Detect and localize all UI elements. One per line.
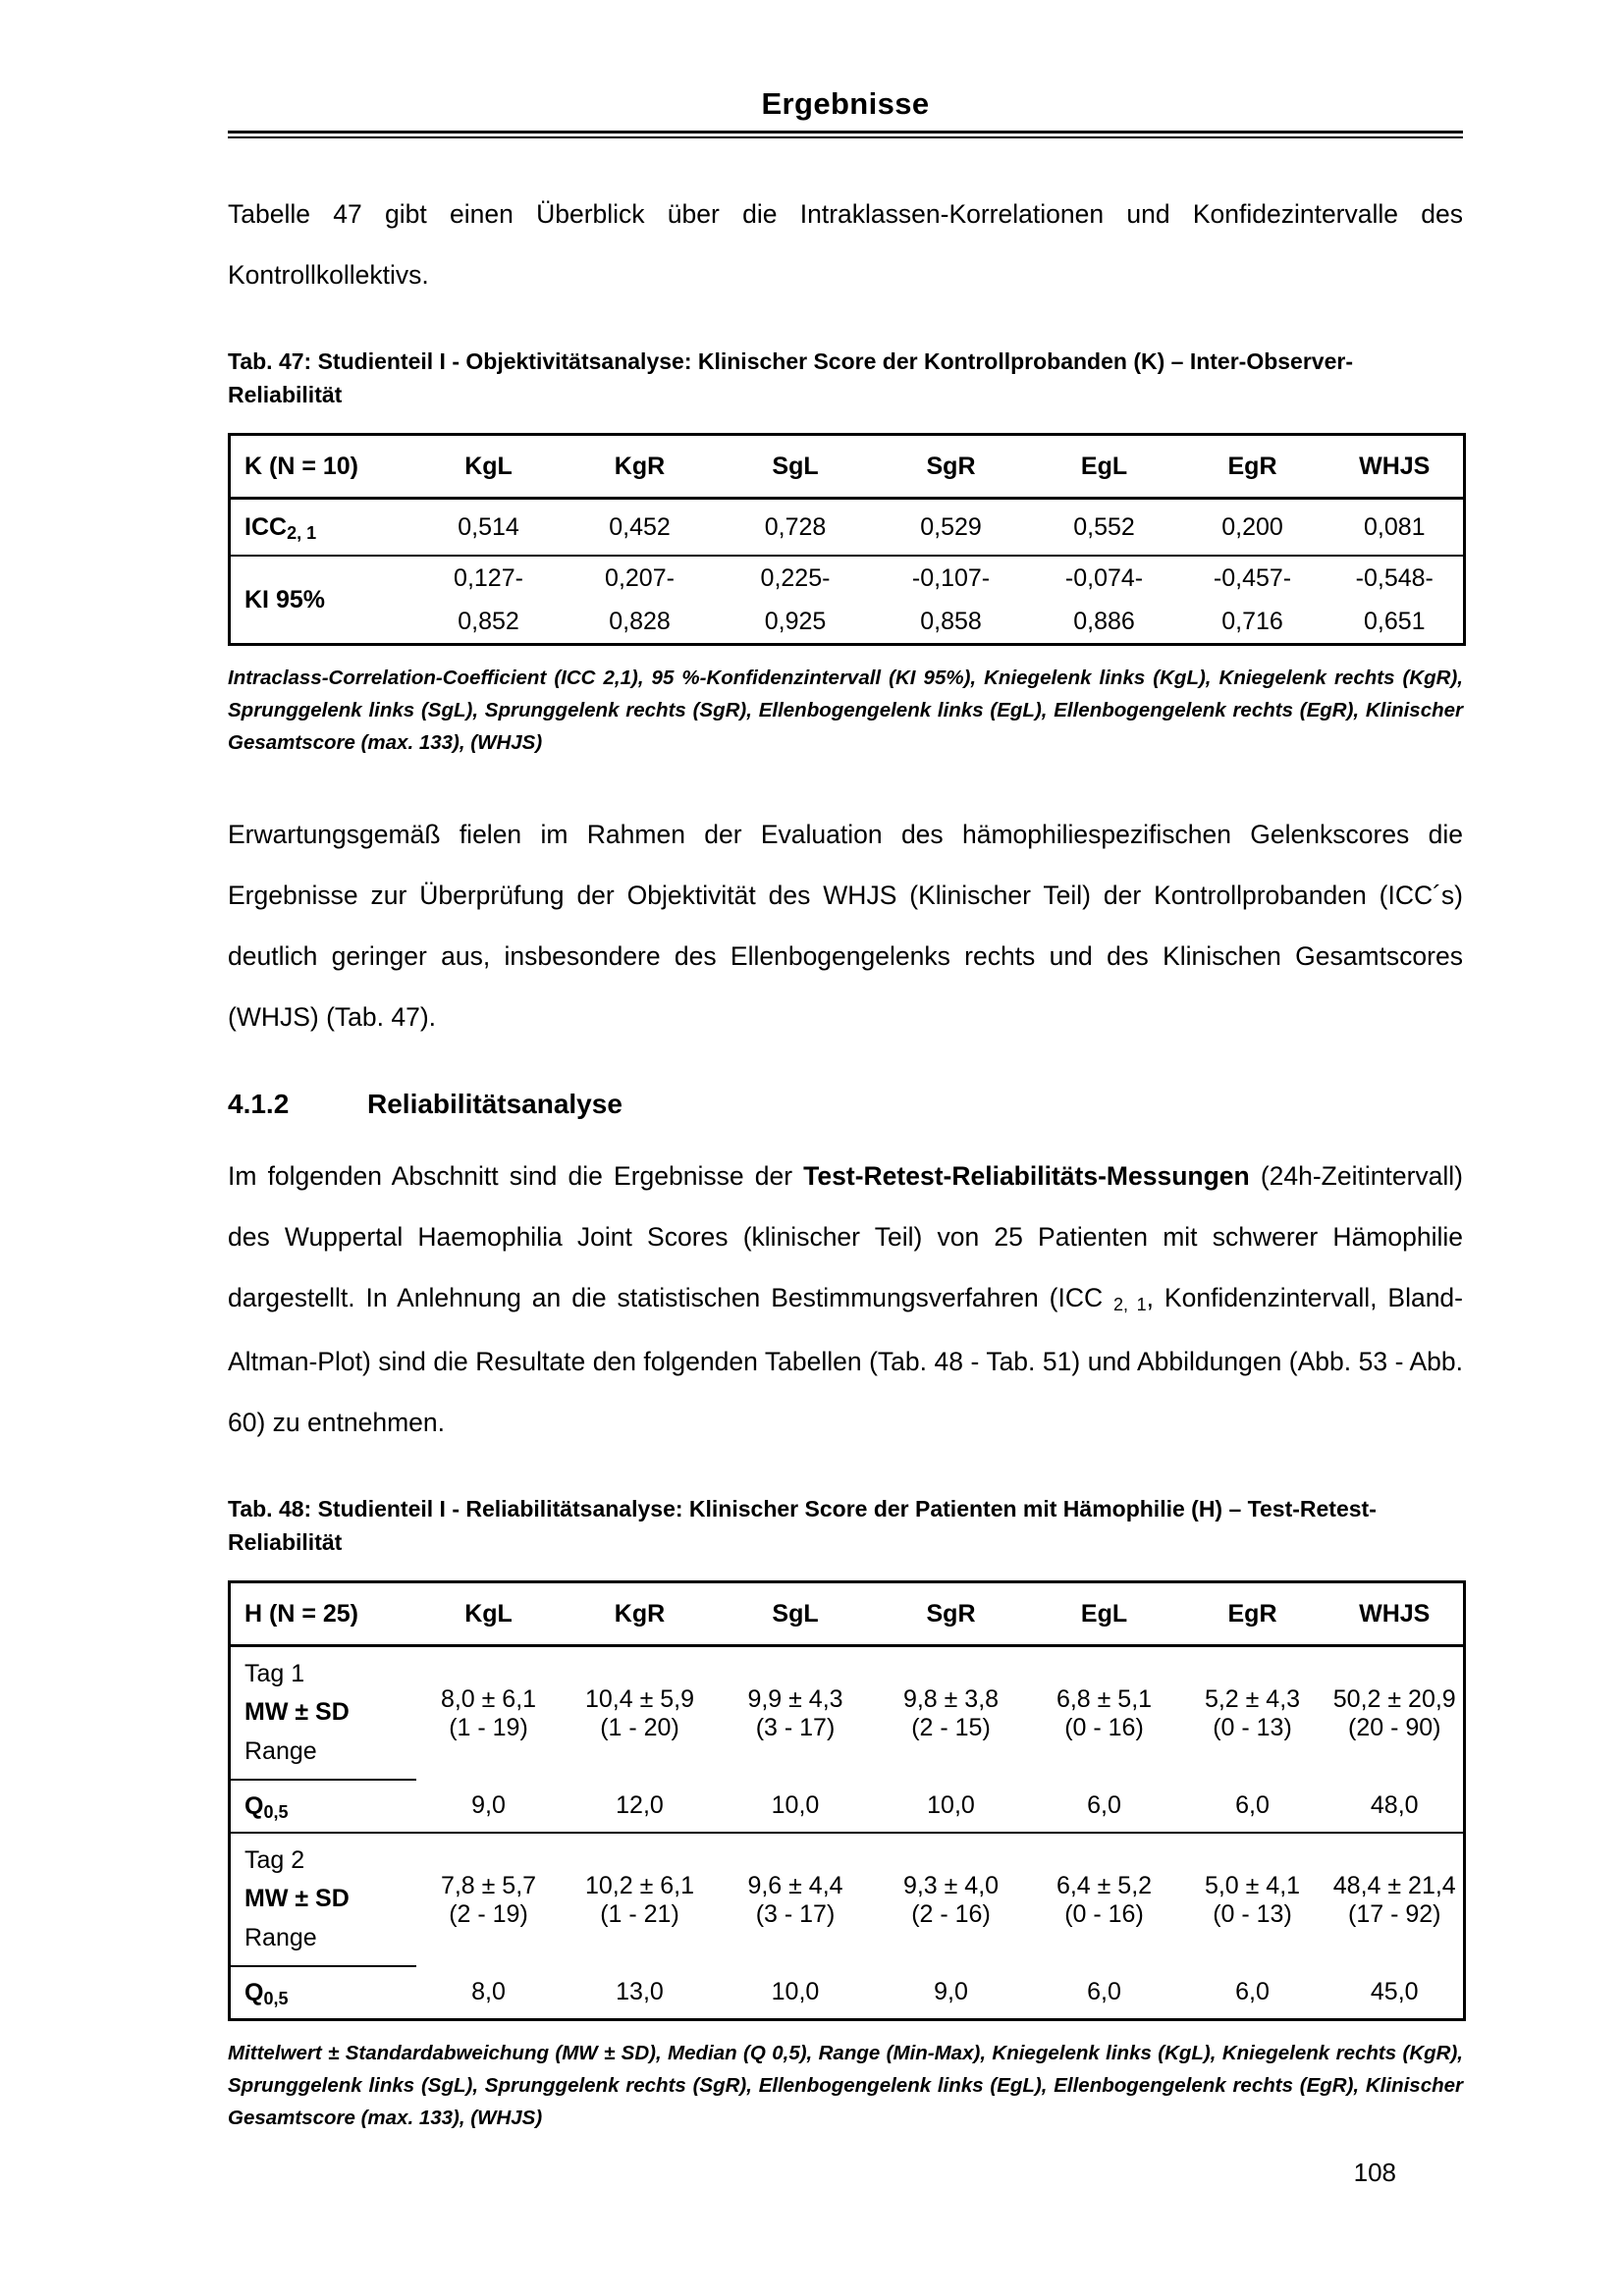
table48-b1-mwsd-egr: 5,2 ± 4,3 xyxy=(1204,1684,1301,1713)
table47-ki-whjs-hi: 0,651 xyxy=(1363,607,1426,635)
table47-ki-kgr-lo: 0,207- xyxy=(605,563,675,592)
table47-icc-whjs: 0,081 xyxy=(1326,499,1465,557)
table48-b1-q-kgr: 12,0 xyxy=(562,1780,719,1833)
rel-bold1: Test-Retest-Reliabilitäts-Messungen xyxy=(803,1161,1250,1191)
table48-col-1: KgL xyxy=(416,1582,562,1646)
table48-b1-q-kgl: 9,0 xyxy=(416,1780,562,1833)
table47-ki-kgl-hi: 0,852 xyxy=(458,607,519,635)
table48-b2-mwsd-whjs: 48,4 ± 21,4 xyxy=(1332,1871,1456,1899)
running-head-title: Ergebnisse xyxy=(761,86,930,121)
table48-b1-q-sgr: 10,0 xyxy=(873,1780,1030,1833)
table48-b1-mwsd-sgr: 9,8 ± 3,8 xyxy=(902,1684,1000,1713)
table48-b2-q-egl: 6,0 xyxy=(1087,1978,1121,2005)
table48-b2-q-sgr: 9,0 xyxy=(934,1978,968,2005)
table47-ki-kgr-hi: 0,828 xyxy=(609,607,671,635)
table47-col-7: WHJS xyxy=(1326,435,1465,499)
table47-ki-sgl-hi: 0,925 xyxy=(764,607,827,635)
table48-b2-q-sgl: 10,0 xyxy=(771,1978,820,2005)
table47-ki-egl-lo: -0,074- xyxy=(1064,563,1144,592)
table47-caption: Tab. 47: Studienteil I - Objektivitätsanalyse: Klinischer Score der Kontrollprobanden (K) – Inter-Observer-Reliabilität xyxy=(228,348,1353,407)
table48-b2-range-kgr: (1 - 21) xyxy=(600,1899,679,1928)
table47-ki-egr-hi: 0,716 xyxy=(1221,607,1283,635)
table48-b2-range-kgl: (2 - 19) xyxy=(449,1899,528,1928)
table48-b1-median-row xyxy=(230,1780,1465,1833)
table48-b2-mwsd-egr: 5,0 ± 4,1 xyxy=(1204,1871,1301,1899)
table47-row-ki-label: KI 95% xyxy=(244,585,325,614)
rel-part1: Im folgenden Abschnitt sind die Ergebnisse der xyxy=(228,1161,804,1191)
table48-b1-range-egl: (0 - 16) xyxy=(1064,1713,1144,1741)
table48-b1-q-whjs: 48,0 xyxy=(1326,1780,1465,1833)
table47-row-icc xyxy=(230,499,1465,557)
table47-col-5: EgL xyxy=(1030,435,1179,499)
table48-footnote: Mittelwert ± Standardabweichung (MW ± SD), Median (Q 0,5), Range (Min-Max), Kniegelenk links (KgL), Kniegelenk rechts (KgR), Sprunggelenk links (SgL), Sprunggelenk rechts (SgR), Ellenbogengelenk links (EgL), Ellenbogengelenk rechts (EgR), Klinischer Gesamtscore (max. 133), (WHJS) xyxy=(228,2042,1463,2129)
table48-b1-mwsd-sgl: 9,9 ± 4,3 xyxy=(747,1684,843,1713)
table47-col-1: KgL xyxy=(416,435,562,499)
table48-b2-mwsd-kgl: 7,8 ± 5,7 xyxy=(440,1871,537,1899)
table48-b2-mwsd-kgr: 10,2 ± 6,1 xyxy=(584,1871,695,1899)
table48-b1-mwsd-egl: 6,8 ± 5,1 xyxy=(1056,1684,1153,1713)
paragraph-after-table47: Erwartungsgemäß fielen im Rahmen der Evaluation des hämophiliespezifischen Gelenkscores die Ergebnisse zur Überprüfung der Objektivität des WHJS (Klinischer Teil) der Kontrollprobanden (ICC´s) deutlich geringer aus, insbesondere des Ellenbogengelenks rechts und des Klinischen Gesamtscores (WHJS) (Tab. 47). xyxy=(228,820,1463,1032)
table47-icc-sgl: 0,728 xyxy=(719,499,873,557)
table48-col-6: EgR xyxy=(1179,1582,1326,1646)
section-title: Reliabilitätsanalyse xyxy=(367,1089,623,1119)
table48-col-2: KgR xyxy=(562,1582,719,1646)
table47-col-6: EgR xyxy=(1179,435,1326,499)
table48-header-row xyxy=(230,1582,1465,1646)
table48-b1-q-egr: 6,0 xyxy=(1179,1780,1326,1833)
rel-part3: , Konfidenzintervall, Bland-Altman-Plot) sind die Resultate den folgenden Tabellen (Tab. 48 - Tab. 51) und Abbildungen (Abb. 53 - Abb. 60) zu entnehmen. xyxy=(228,1283,1463,1437)
table47-col-3: SgL xyxy=(719,435,873,499)
table48-b1-range-egr: (0 - 13) xyxy=(1213,1713,1292,1741)
paragraph-reliability xyxy=(228,1146,1463,1453)
table48-b2-q-label-sub: 0,5 xyxy=(263,1988,289,2008)
paragraph-intro: Tabelle 47 gibt einen Überblick über die Intraklassen-Korrelationen und Konfidezintervalle des Kontrollkollektivs. xyxy=(228,199,1463,290)
table48-b2-q-whjs: 45,0 xyxy=(1370,1978,1419,2005)
table48-b2-range-sgr: (2 - 16) xyxy=(911,1899,991,1928)
table47-row-ki-line1 xyxy=(230,556,1465,600)
table48-col-3: SgL xyxy=(719,1582,873,1646)
table48-b2-q-label xyxy=(230,1966,416,2020)
table48-caption: Tab. 48: Studienteil I - Reliabilitätsanalyse: Klinischer Score der Patienten mit Hämophilie (H) – Test-Retest-Reliabilität xyxy=(228,1496,1377,1555)
table48-b1-range-label: Range xyxy=(230,1732,416,1780)
table47-footnote: Intraclass-Correlation-Coefficient (ICC 2,1), 95 %-Konfidenzintervall (KI 95%), Kniegelenk links (KgL), Kniegelenk rechts (KgR), Sprunggelenk links (SgL), Sprunggelenk rechts (SgR), Ellenbogengelenk links (EgL), Ellenbogengelenk rechts (EgR), Klinischer Gesamtscore (max. 133), (WHJS) xyxy=(228,667,1463,754)
table48-b1-mwsd-kgr: 10,4 ± 5,9 xyxy=(584,1684,695,1713)
table47-icc-kgl: 0,514 xyxy=(416,499,562,557)
table48-b2-stat-label: MW ± SD xyxy=(244,1884,350,1912)
rel-icc-subscript: 2, 1 xyxy=(1113,1295,1147,1314)
table48-b2-mwsd-sgr: 9,3 ± 4,0 xyxy=(902,1871,1000,1899)
page-content xyxy=(228,86,1463,2134)
table-48 xyxy=(228,1580,1466,2021)
table48-b1-stat-label: MW ± SD xyxy=(244,1697,350,1726)
table48-col-0: H (N = 25) xyxy=(230,1582,416,1646)
table47-ki-sgr-hi: 0,858 xyxy=(920,607,982,635)
table48-b1-q-sgl: 10,0 xyxy=(719,1780,873,1833)
table48-b1-q-egl: 6,0 xyxy=(1030,1780,1179,1833)
table47-icc-kgr: 0,452 xyxy=(562,499,719,557)
table48-b1-range-kgr: (1 - 20) xyxy=(600,1713,679,1741)
table48-b2-median-row xyxy=(230,1966,1465,2020)
table47-col-2: KgR xyxy=(562,435,719,499)
table48-b2-day-label: Tag 2 xyxy=(244,1845,305,1874)
table48-b1-range-kgl: (1 - 19) xyxy=(449,1713,528,1741)
header-rule-top xyxy=(228,131,1463,133)
table47-icc-egr: 0,200 xyxy=(1179,499,1326,557)
table48-b1-q-label-text: Q xyxy=(244,1791,264,1820)
table48-b1-day-row xyxy=(230,1646,1465,1693)
table-47 xyxy=(228,433,1466,646)
rel-part2: (24h-Zeitintervall) des Wuppertal Haemophilia Joint Scores (klinischer Teil) von 25 Patienten mit schwerer Hämophilie dargestellt. In Anlehnung an die statistischen Bestimmungsverfahren (ICC xyxy=(228,1161,1463,1312)
table48-col-7: WHJS xyxy=(1326,1582,1465,1646)
running-head xyxy=(228,86,1463,138)
table48-b1-mwsd-whjs: 50,2 ± 20,9 xyxy=(1332,1684,1456,1713)
table48-b1-mwsd-kgl: 8,0 ± 6,1 xyxy=(440,1684,537,1713)
section-heading xyxy=(228,1089,1463,1120)
table48-b2-mwsd-sgl: 9,6 ± 4,4 xyxy=(747,1871,843,1899)
table47-header-row xyxy=(230,435,1465,499)
table48-b2-range-egl: (0 - 16) xyxy=(1064,1899,1144,1928)
page-number: 108 xyxy=(1353,2158,1396,2187)
table48-b2-q-egr: 6,0 xyxy=(1235,1978,1270,2005)
table47-row-icc-label-text: ICC xyxy=(244,512,288,541)
table48-b1-q-label xyxy=(230,1780,416,1833)
table48-b2-range-sgl: (3 - 17) xyxy=(755,1899,836,1928)
table47-col-0: K (N = 10) xyxy=(230,435,416,499)
table47-ki-egl-hi: 0,886 xyxy=(1073,607,1135,635)
table47-col-4: SgR xyxy=(873,435,1030,499)
table48-b2-q-kgl: 8,0 xyxy=(471,1978,506,2005)
table48-b1-day-label: Tag 1 xyxy=(244,1659,305,1687)
header-rule-bottom xyxy=(228,136,1463,138)
table48-b2-mwsd-egl: 6,4 ± 5,2 xyxy=(1056,1871,1153,1899)
table47-row-icc-label-sub: 2, 1 xyxy=(287,522,317,543)
table48-b1-range-whjs: (20 - 90) xyxy=(1348,1713,1441,1741)
table47-ki-kgl-lo: 0,127- xyxy=(454,563,523,592)
table47-ki-sgr-lo: -0,107- xyxy=(911,563,991,592)
table47-ki-egr-lo: -0,457- xyxy=(1213,563,1292,592)
table48-b2-range-whjs: (17 - 92) xyxy=(1348,1899,1441,1928)
table48-b1-range-sgr: (2 - 15) xyxy=(911,1713,991,1741)
table47-ki-whjs-lo: -0,548- xyxy=(1355,563,1434,592)
table48-b1-q-label-sub: 0,5 xyxy=(263,1801,289,1822)
table48-b2-day-row xyxy=(230,1833,1465,1879)
table48-col-5: EgL xyxy=(1030,1582,1179,1646)
section-number: 4.1.2 xyxy=(228,1089,290,1119)
table48-b2-q-kgr: 13,0 xyxy=(616,1978,664,2005)
table48-b1-range-sgl: (3 - 17) xyxy=(755,1713,836,1741)
table48-b2-range-label: Range xyxy=(230,1918,416,1966)
table47-row-icc-label xyxy=(230,499,416,557)
table48-col-4: SgR xyxy=(873,1582,1030,1646)
table47-ki-sgl-lo: 0,225- xyxy=(760,563,831,592)
table48-b2-range-egr: (0 - 13) xyxy=(1213,1899,1292,1928)
table47-icc-sgr: 0,529 xyxy=(873,499,1030,557)
table47-icc-egl: 0,552 xyxy=(1030,499,1179,557)
table48-b2-q-label-text: Q xyxy=(244,1978,264,2006)
